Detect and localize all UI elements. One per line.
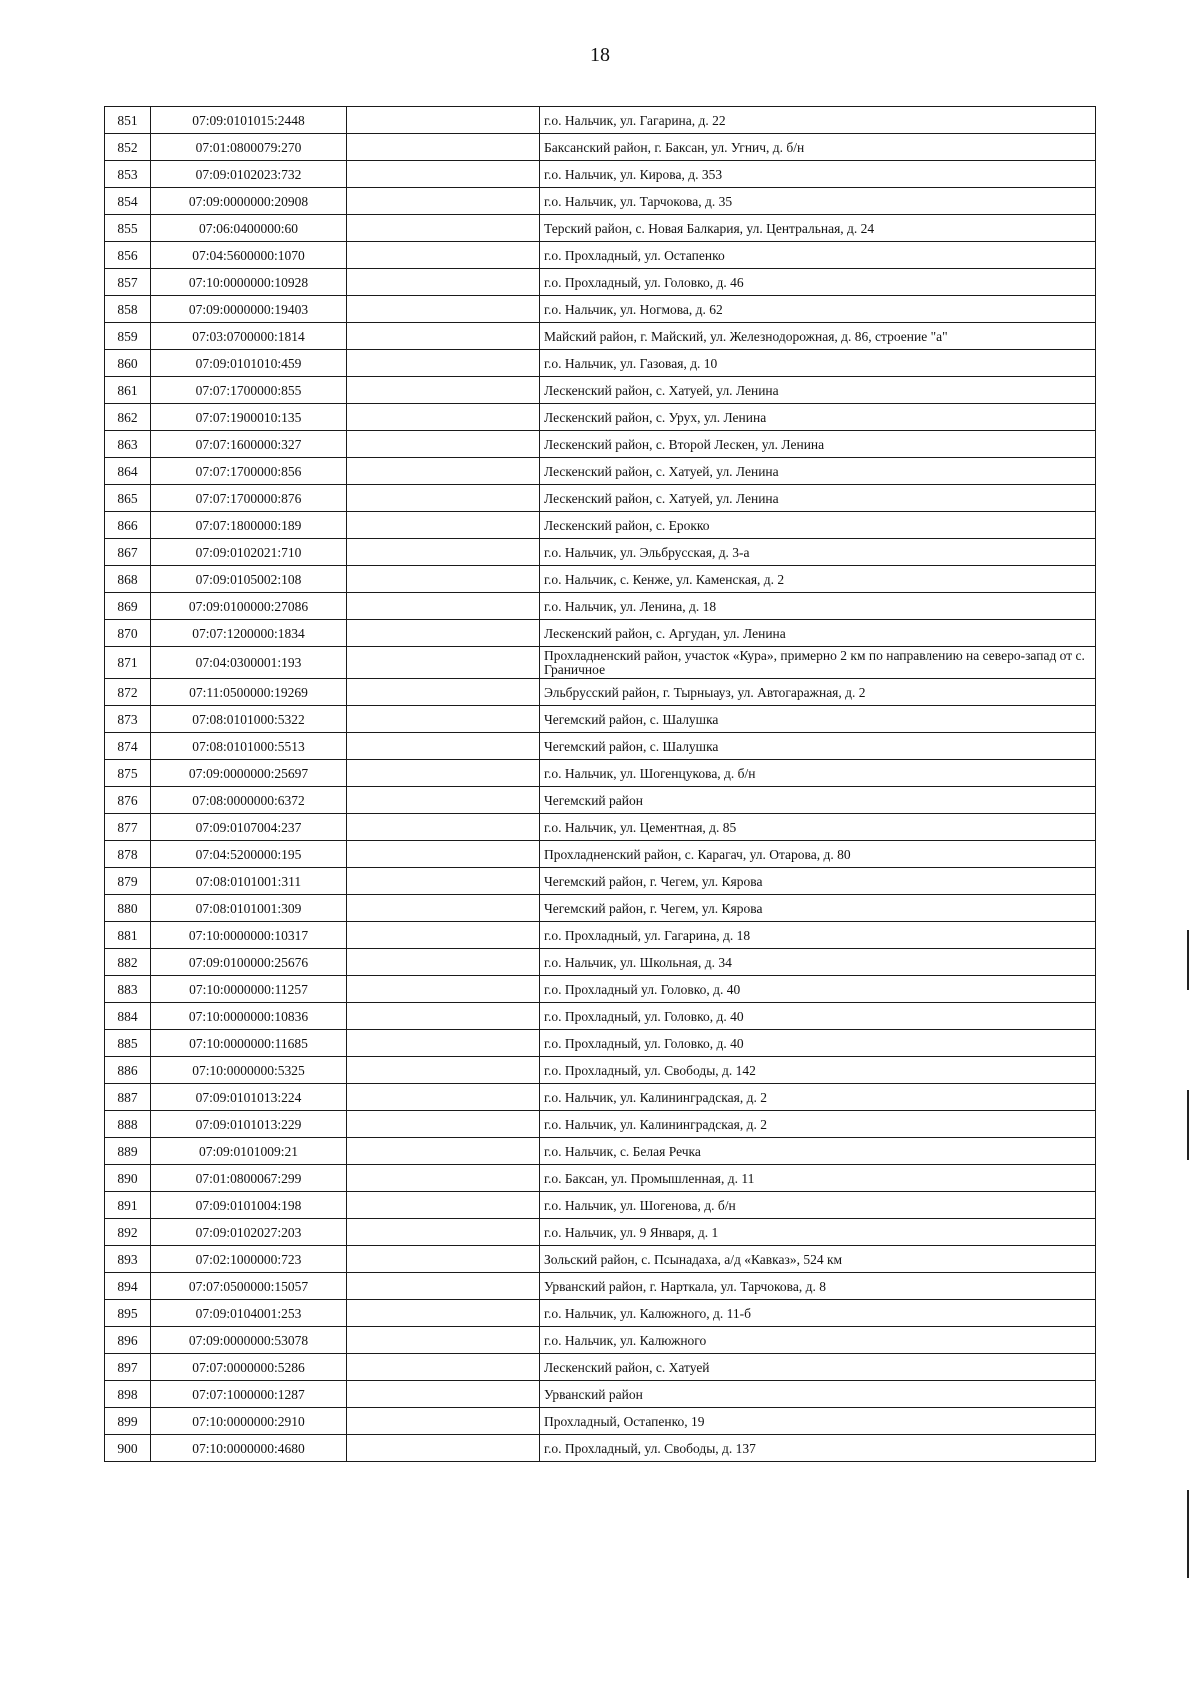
table-row [105, 161, 1096, 188]
blank-cell [347, 323, 540, 350]
blank-cell [347, 841, 540, 868]
cadastral-number: 07:04:5600000:1070 [151, 242, 347, 269]
blank-cell [347, 404, 540, 431]
address: г.о. Прохладный, ул. Остапенко [540, 242, 1096, 269]
address: г.о. Нальчик, ул. Калюжного [540, 1327, 1096, 1354]
row-number: 856 [105, 242, 151, 269]
address: Чегемский район, г. Чегем, ул. Кярова [540, 868, 1096, 895]
address: Баксанский район, г. Баксан, ул. Угнич, д. б/н [540, 134, 1096, 161]
row-number: 882 [105, 949, 151, 976]
table-row [105, 976, 1096, 1003]
row-number: 860 [105, 350, 151, 377]
cadastral-number: 07:07:1700000:876 [151, 485, 347, 512]
row-number: 861 [105, 377, 151, 404]
cadastral-number: 07:09:0101010:459 [151, 350, 347, 377]
table-row [105, 350, 1096, 377]
cadastral-number: 07:07:0000000:5286 [151, 1354, 347, 1381]
blank-cell [347, 1246, 540, 1273]
cadastral-number: 07:07:1600000:327 [151, 431, 347, 458]
address: г.о. Нальчик, с. Белая Речка [540, 1138, 1096, 1165]
cadastral-number: 07:08:0101000:5322 [151, 706, 347, 733]
row-number: 883 [105, 976, 151, 1003]
table-body [105, 107, 1096, 1462]
table-row [105, 760, 1096, 787]
address: г.о. Прохладный, ул. Свободы, д. 142 [540, 1057, 1096, 1084]
cadastral-number: 07:07:1200000:1834 [151, 620, 347, 647]
cadastral-number: 07:09:0000000:53078 [151, 1327, 347, 1354]
row-number: 896 [105, 1327, 151, 1354]
address: г.о. Нальчик, ул. Газовая, д. 10 [540, 350, 1096, 377]
address: г.о. Нальчик, ул. Эльбрусская, д. 3-а [540, 539, 1096, 566]
table-row [105, 1327, 1096, 1354]
table-row [105, 593, 1096, 620]
address: Лескенский район, с. Хатуей, ул. Ленина [540, 485, 1096, 512]
blank-cell [347, 1111, 540, 1138]
address: г.о. Нальчик, ул. Калининградская, д. 2 [540, 1111, 1096, 1138]
cadastral-number: 07:07:1900010:135 [151, 404, 347, 431]
table-row [105, 107, 1096, 134]
blank-cell [347, 733, 540, 760]
blank-cell [347, 296, 540, 323]
cadastral-number: 07:09:0107004:237 [151, 814, 347, 841]
table-row [105, 269, 1096, 296]
row-number: 863 [105, 431, 151, 458]
table-row [105, 1219, 1096, 1246]
row-number: 875 [105, 760, 151, 787]
blank-cell [347, 458, 540, 485]
table-row [105, 1273, 1096, 1300]
table-row [105, 134, 1096, 161]
row-number: 851 [105, 107, 151, 134]
address: г.о. Нальчик, ул. Школьная, д. 34 [540, 949, 1096, 976]
table-row [105, 895, 1096, 922]
row-number: 868 [105, 566, 151, 593]
cadastral-number: 07:07:1800000:189 [151, 512, 347, 539]
address: Прохладненский район, с. Карагач, ул. Отарова, д. 80 [540, 841, 1096, 868]
address: г.о. Прохладный, ул. Свободы, д. 137 [540, 1435, 1096, 1462]
cadastral-number: 07:10:0000000:4680 [151, 1435, 347, 1462]
table-row [105, 922, 1096, 949]
cadastral-number: 07:10:0000000:2910 [151, 1408, 347, 1435]
address: Лескенский район, с. Урух, ул. Ленина [540, 404, 1096, 431]
table-row [105, 188, 1096, 215]
row-number: 871 [105, 647, 151, 679]
address: Чегемский район, г. Чегем, ул. Кярова [540, 895, 1096, 922]
cadastral-number: 07:10:0000000:5325 [151, 1057, 347, 1084]
blank-cell [347, 566, 540, 593]
cadastral-number: 07:03:0700000:1814 [151, 323, 347, 350]
blank-cell [347, 1057, 540, 1084]
cadastral-number: 07:10:0000000:10928 [151, 269, 347, 296]
cadastral-number: 07:09:0102021:710 [151, 539, 347, 566]
address: Терский район, с. Новая Балкария, ул. Центральная, д. 24 [540, 215, 1096, 242]
address: г.о. Нальчик, ул. Калининградская, д. 2 [540, 1084, 1096, 1111]
blank-cell [347, 242, 540, 269]
table-row [105, 620, 1096, 647]
address: г.о. Нальчик, ул. Шогенцукова, д. б/н [540, 760, 1096, 787]
cadastral-number: 07:07:1000000:1287 [151, 1381, 347, 1408]
table-row [105, 1111, 1096, 1138]
blank-cell [347, 647, 540, 679]
blank-cell [347, 706, 540, 733]
table-row [105, 706, 1096, 733]
cadastral-number: 07:09:0102027:203 [151, 1219, 347, 1246]
row-number: 865 [105, 485, 151, 512]
cadastral-number: 07:07:0500000:15057 [151, 1273, 347, 1300]
blank-cell [347, 1327, 540, 1354]
blank-cell [347, 215, 540, 242]
address: Лескенский район, с. Хатуей, ул. Ленина [540, 377, 1096, 404]
row-number: 872 [105, 679, 151, 706]
blank-cell [347, 269, 540, 296]
row-number: 852 [105, 134, 151, 161]
blank-cell [347, 949, 540, 976]
blank-cell [347, 1030, 540, 1057]
blank-cell [347, 895, 540, 922]
cadastral-number: 07:01:0800079:270 [151, 134, 347, 161]
blank-cell [347, 1354, 540, 1381]
address: Прохладный, Остапенко, 19 [540, 1408, 1096, 1435]
blank-cell [347, 107, 540, 134]
address: г.о. Нальчик, ул. Шогенова, д. б/н [540, 1192, 1096, 1219]
cadastral-number: 07:08:0101000:5513 [151, 733, 347, 760]
scan-artifact-line [1187, 1490, 1189, 1578]
cadastral-number: 07:09:0100000:27086 [151, 593, 347, 620]
row-number: 891 [105, 1192, 151, 1219]
blank-cell [347, 760, 540, 787]
scan-artifact-line [1187, 930, 1189, 990]
row-number: 897 [105, 1354, 151, 1381]
table-row [105, 1003, 1096, 1030]
row-number: 889 [105, 1138, 151, 1165]
blank-cell [347, 1138, 540, 1165]
table-row [105, 1165, 1096, 1192]
table-row [105, 404, 1096, 431]
table-row [105, 431, 1096, 458]
blank-cell [347, 161, 540, 188]
cadastral-number: 07:10:0000000:10836 [151, 1003, 347, 1030]
row-number: 853 [105, 161, 151, 188]
table-row [105, 1435, 1096, 1462]
row-number: 876 [105, 787, 151, 814]
blank-cell [347, 1084, 540, 1111]
row-number: 888 [105, 1111, 151, 1138]
cadastral-number: 07:08:0101001:311 [151, 868, 347, 895]
row-number: 854 [105, 188, 151, 215]
table-row [105, 949, 1096, 976]
address: Лескенский район, с. Аргудан, ул. Ленина [540, 620, 1096, 647]
cadastral-number: 07:04:0300001:193 [151, 647, 347, 679]
address: Урванский район [540, 1381, 1096, 1408]
page-number: 18 [590, 44, 610, 66]
blank-cell [347, 1192, 540, 1219]
table-row [105, 377, 1096, 404]
blank-cell [347, 1435, 540, 1462]
cadastral-number: 07:07:1700000:856 [151, 458, 347, 485]
address: г.о. Нальчик, с. Кенже, ул. Каменская, д. 2 [540, 566, 1096, 593]
address: Чегемский район, с. Шалушка [540, 706, 1096, 733]
cadastral-number: 07:10:0000000:11685 [151, 1030, 347, 1057]
table-row [105, 733, 1096, 760]
blank-cell [347, 1273, 540, 1300]
row-number: 864 [105, 458, 151, 485]
address: Лескенский район, с. Хатуей, ул. Ленина [540, 458, 1096, 485]
row-number: 899 [105, 1408, 151, 1435]
blank-cell [347, 922, 540, 949]
blank-cell [347, 1381, 540, 1408]
blank-cell [347, 593, 540, 620]
row-number: 859 [105, 323, 151, 350]
row-number: 893 [105, 1246, 151, 1273]
table-row [105, 1084, 1096, 1111]
cadastral-number: 07:09:0101009:21 [151, 1138, 347, 1165]
row-number: 886 [105, 1057, 151, 1084]
row-number: 874 [105, 733, 151, 760]
address: Зольский район, с. Псынадаха, а/д «Кавказ», 524 км [540, 1246, 1096, 1273]
row-number: 870 [105, 620, 151, 647]
blank-cell [347, 539, 540, 566]
blank-cell [347, 188, 540, 215]
address: Лескенский район, с. Второй Лескен, ул. Ленина [540, 431, 1096, 458]
blank-cell [347, 814, 540, 841]
blank-cell [347, 1219, 540, 1246]
row-number: 867 [105, 539, 151, 566]
row-number: 881 [105, 922, 151, 949]
blank-cell [347, 868, 540, 895]
blank-cell [347, 976, 540, 1003]
cadastral-number: 07:06:0400000:60 [151, 215, 347, 242]
cadastral-number: 07:09:0105002:108 [151, 566, 347, 593]
address: г.о. Баксан, ул. Промышленная, д. 11 [540, 1165, 1096, 1192]
row-number: 895 [105, 1300, 151, 1327]
address: Чегемский район, с. Шалушка [540, 733, 1096, 760]
address: Прохладненский район, участок «Кура», примерно 2 км по направлению на северо-запад от с. Граничное [540, 647, 1096, 679]
cadastral-number: 07:01:0800067:299 [151, 1165, 347, 1192]
table-row [105, 1030, 1096, 1057]
scan-artifact-line [1187, 1090, 1189, 1160]
cadastral-number: 07:09:0000000:20908 [151, 188, 347, 215]
cadastral-number: 07:09:0100000:25676 [151, 949, 347, 976]
address: Лескенский район, с. Хатуей [540, 1354, 1096, 1381]
row-number: 890 [105, 1165, 151, 1192]
address: г.о. Нальчик, ул. Калюжного, д. 11-б [540, 1300, 1096, 1327]
row-number: 887 [105, 1084, 151, 1111]
table-row [105, 323, 1096, 350]
row-number: 866 [105, 512, 151, 539]
row-number: 855 [105, 215, 151, 242]
cadastral-number: 07:11:0500000:19269 [151, 679, 347, 706]
cadastral-number: 07:08:0000000:6372 [151, 787, 347, 814]
address: г.о. Прохладный, ул. Головко, д. 46 [540, 269, 1096, 296]
address: Лескенский район, с. Ерокко [540, 512, 1096, 539]
cadastral-number: 07:09:0101013:229 [151, 1111, 347, 1138]
row-number: 877 [105, 814, 151, 841]
row-number: 858 [105, 296, 151, 323]
row-number: 873 [105, 706, 151, 733]
table-row [105, 1408, 1096, 1435]
table-row [105, 1300, 1096, 1327]
cadastral-number: 07:09:0000000:19403 [151, 296, 347, 323]
table-row [105, 841, 1096, 868]
blank-cell [347, 679, 540, 706]
address: Урванский район, г. Нарткала, ул. Тарчокова, д. 8 [540, 1273, 1096, 1300]
cadastral-number: 07:07:1700000:855 [151, 377, 347, 404]
address: г.о. Нальчик, ул. Гагарина, д. 22 [540, 107, 1096, 134]
address: г.о. Нальчик, ул. Ногмова, д. 62 [540, 296, 1096, 323]
blank-cell [347, 620, 540, 647]
cadastral-number: 07:10:0000000:11257 [151, 976, 347, 1003]
address: г.о. Нальчик, ул. Цементная, д. 85 [540, 814, 1096, 841]
blank-cell [347, 431, 540, 458]
cadastral-number: 07:09:0101004:198 [151, 1192, 347, 1219]
cadastral-number: 07:09:0000000:25697 [151, 760, 347, 787]
table-row [105, 1381, 1096, 1408]
table-row [105, 1057, 1096, 1084]
table-row [105, 787, 1096, 814]
table-row [105, 566, 1096, 593]
address: г.о. Прохладный, ул. Головко, д. 40 [540, 1030, 1096, 1057]
row-number: 857 [105, 269, 151, 296]
row-number: 900 [105, 1435, 151, 1462]
table-row [105, 868, 1096, 895]
table-row [105, 539, 1096, 566]
row-number: 869 [105, 593, 151, 620]
blank-cell [347, 787, 540, 814]
blank-cell [347, 1165, 540, 1192]
table-row [105, 814, 1096, 841]
cadastral-number: 07:10:0000000:10317 [151, 922, 347, 949]
blank-cell [347, 512, 540, 539]
row-number: 898 [105, 1381, 151, 1408]
row-number: 880 [105, 895, 151, 922]
cadastral-number: 07:02:1000000:723 [151, 1246, 347, 1273]
table-row [105, 647, 1096, 679]
address: г.о. Нальчик, ул. Ленина, д. 18 [540, 593, 1096, 620]
table-row [105, 1246, 1096, 1273]
address: Эльбрусский район, г. Тырныауз, ул. Автогаражная, д. 2 [540, 679, 1096, 706]
blank-cell [347, 485, 540, 512]
table-row [105, 512, 1096, 539]
table-row [105, 485, 1096, 512]
address: г.о. Прохладный, ул. Головко, д. 40 [540, 1003, 1096, 1030]
cadastral-number: 07:04:5200000:195 [151, 841, 347, 868]
address: г.о. Прохладный ул. Головко, д. 40 [540, 976, 1096, 1003]
address: г.о. Нальчик, ул. 9 Января, д. 1 [540, 1219, 1096, 1246]
address: г.о. Прохладный, ул. Гагарина, д. 18 [540, 922, 1096, 949]
cadastral-number: 07:09:0101015:2448 [151, 107, 347, 134]
address: г.о. Нальчик, ул. Кирова, д. 353 [540, 161, 1096, 188]
table-row [105, 296, 1096, 323]
cadastral-number: 07:09:0101013:224 [151, 1084, 347, 1111]
table-row [105, 215, 1096, 242]
row-number: 862 [105, 404, 151, 431]
blank-cell [347, 134, 540, 161]
row-number: 885 [105, 1030, 151, 1057]
table-row [105, 458, 1096, 485]
row-number: 884 [105, 1003, 151, 1030]
address: Майский район, г. Майский, ул. Железнодорожная, д. 86, строение "а" [540, 323, 1096, 350]
row-number: 894 [105, 1273, 151, 1300]
blank-cell [347, 377, 540, 404]
cadastral-number: 07:08:0101001:309 [151, 895, 347, 922]
table-row [105, 1354, 1096, 1381]
address: г.о. Нальчик, ул. Тарчокова, д. 35 [540, 188, 1096, 215]
table-row [105, 1138, 1096, 1165]
blank-cell [347, 1408, 540, 1435]
row-number: 892 [105, 1219, 151, 1246]
blank-cell [347, 1300, 540, 1327]
table-row [105, 679, 1096, 706]
row-number: 879 [105, 868, 151, 895]
blank-cell [347, 1003, 540, 1030]
row-number: 878 [105, 841, 151, 868]
property-registry-table [104, 106, 1096, 1462]
cadastral-number: 07:09:0102023:732 [151, 161, 347, 188]
blank-cell [347, 350, 540, 377]
cadastral-number: 07:09:0104001:253 [151, 1300, 347, 1327]
table-row [105, 242, 1096, 269]
address: Чегемский район [540, 787, 1096, 814]
table-row [105, 1192, 1096, 1219]
